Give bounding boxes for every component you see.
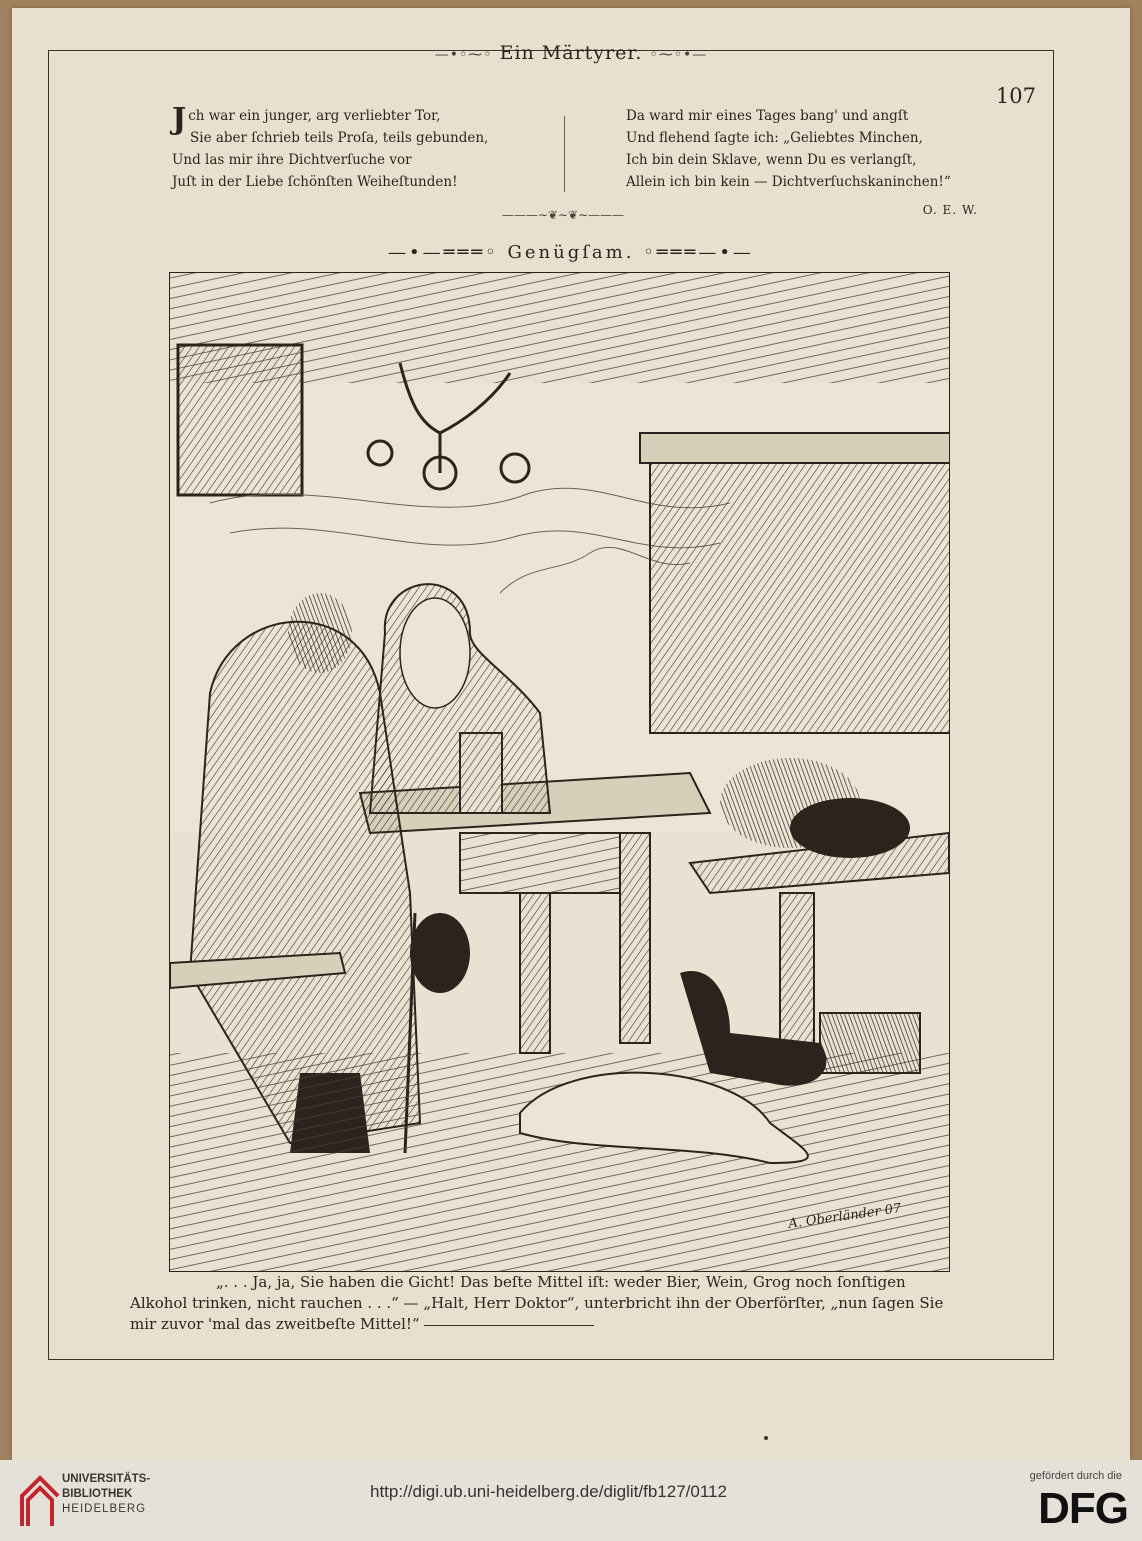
poem-line: Sie aber ſchrieb teils Proſa, teils gebunden, (190, 130, 489, 146)
boots-pair (820, 1013, 920, 1073)
caption-line: „. . . Ja, ja, Sie haben die Gicht! Das beſte Mittel iſt: weder Bier, Wein, Grog noch ſonſtigen (216, 1273, 906, 1291)
poem-title: Ein Märtyrer. (499, 42, 643, 64)
section-title: —•—═══◦ Genügſam. ◦═══—•— (388, 242, 754, 263)
dfg-logo: DFG (1038, 1484, 1128, 1533)
wall-picture (178, 345, 302, 495)
poem-line: Juſt in der Liebe ſchönſten Weiheſtunden! (172, 174, 458, 190)
poem-line: Ich bin dein Sklave, wenn Du es verlangſt, (626, 152, 917, 168)
poem-line: Allein ich bin kein — Dichtverſuchskaninchen!“ (626, 174, 951, 190)
page-number: 107 (995, 84, 1036, 108)
library-name: UNIVERSITÄTS- BIBLIOTHEK HEIDELBERG (62, 1473, 151, 1515)
poem-signature: O. E. W. (922, 203, 978, 217)
table-leg (520, 893, 550, 1053)
column-divider (564, 116, 565, 192)
permalink-url[interactable]: http://digi.ub.uni-heidelberg.de/diglit/fb127/0112 (370, 1482, 727, 1501)
page-mark (764, 1436, 768, 1440)
engraving-illustration (169, 272, 950, 1272)
doctor-head (288, 593, 352, 673)
page (12, 8, 1130, 1460)
tavern-scene-drawing (170, 273, 949, 1271)
table-leg (620, 833, 650, 1043)
poem-line: Jch war ein junger, arg verliebter Tor, (172, 102, 441, 137)
table-drawer (460, 833, 620, 893)
page-header (12, 42, 1130, 64)
caption-line: mir zuvor 'mal das zweitbeſte Mittel!“ (130, 1314, 996, 1335)
divider-ornament: ———∼❦∼❦∼——— (501, 208, 625, 222)
library-logo-icon (18, 1472, 62, 1530)
caption-line: Alkohol trinken, nicht rauchen . . .“ — „Halt, Herr Doktor“, unterbricht ihn der Oberförſter, „nun ſagen Sie (130, 1294, 944, 1312)
drop-initial: J (172, 102, 187, 137)
footer-bar (0, 1460, 1142, 1541)
funded-by-label: gefördert durch die (1029, 1470, 1122, 1482)
poem-line: Und flehend ſagte ich: „Geliebtes Minchen, (626, 130, 923, 146)
poem-line: Da ward mir eines Tages bang' und angſt (626, 108, 909, 124)
title-ornament-left: —•—═══◦ (388, 242, 508, 263)
tiled-stove (650, 433, 949, 733)
header-ornament-left: —•◦⁓◦ (434, 47, 493, 63)
illustration-caption (130, 1272, 996, 1335)
poem-line: Und las mir ihre Dichtverſuche vor (172, 152, 412, 168)
caption-end-rule (424, 1325, 594, 1326)
sleeping-dog (790, 798, 910, 858)
doctor-hat (410, 913, 470, 993)
stove-top (640, 433, 949, 463)
poem-right-stanza (626, 105, 986, 193)
poem-left-stanza (172, 102, 562, 193)
forester-beard (400, 598, 470, 708)
title-ornament-right: ◦═══—•— (643, 242, 754, 263)
artist-signature: A. Oberländer 07 (787, 1201, 903, 1232)
header-ornament-right: ◦⁓◦•— (649, 47, 708, 63)
